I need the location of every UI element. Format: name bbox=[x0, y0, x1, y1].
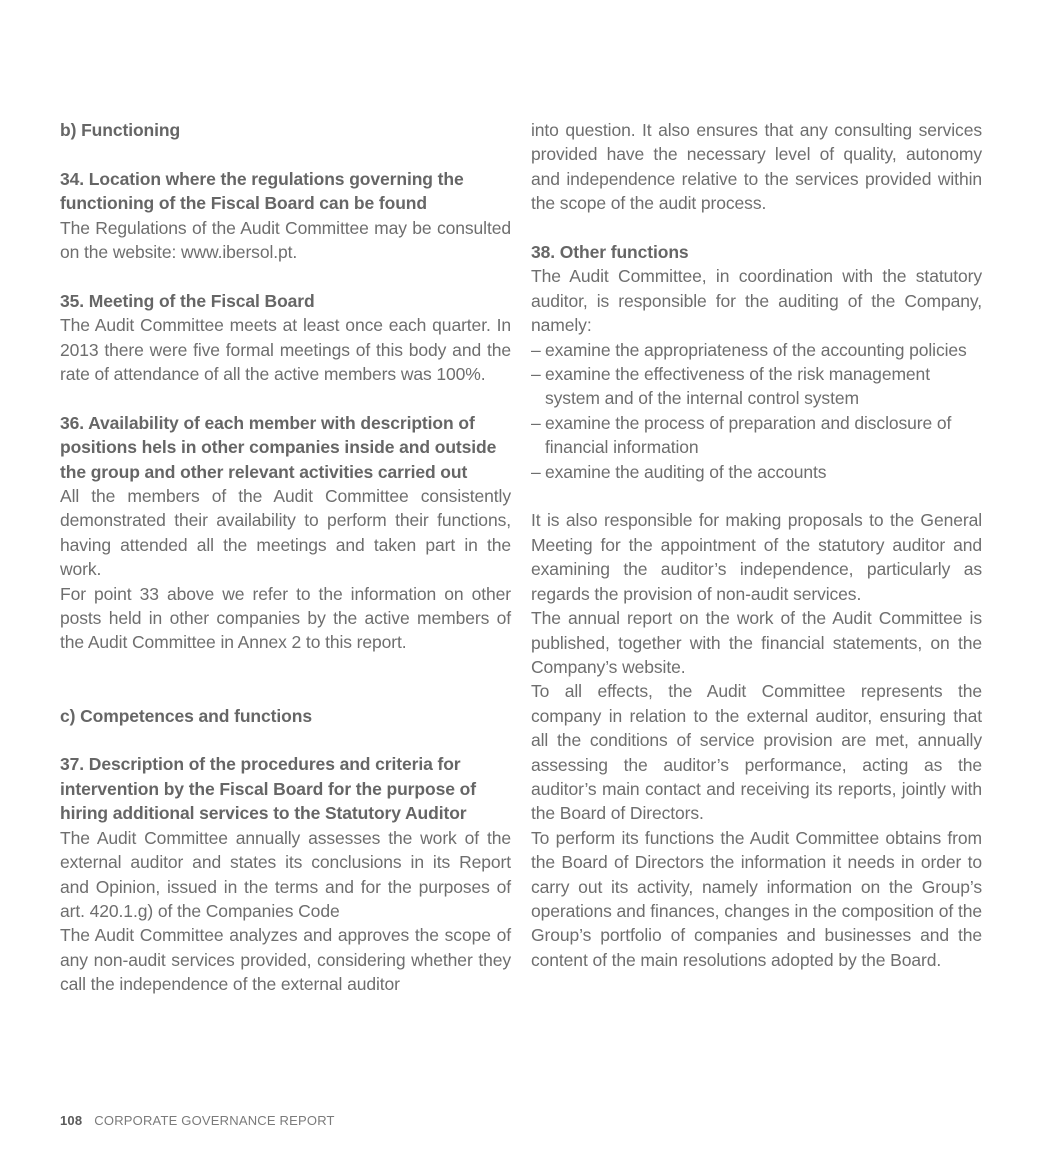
list-item: – examine the appropriateness of the accounting policies bbox=[531, 338, 982, 362]
paragraph-37c: into question. It also ensures that any consulting services provided have the necessary level of quality, autonomy and independence relative to the services provided within the scope of the audit process. bbox=[531, 120, 982, 214]
heading-34: 34. Location where the regulations governing the functioning of the Fiscal Board can be found bbox=[60, 168, 464, 214]
section-heading-competences: c) Competences and functions bbox=[60, 705, 312, 726]
paragraph-38d: To all effects, the Audit Committee represents the company in relation to the external auditor, ensuring that all the conditions of service provision are met, annually assessing the auditor’s performance, acting as the auditor’s main contact and receiving its reports, jointly with the Board of Directors. bbox=[531, 681, 982, 824]
list-item: – examine the auditing of the accounts bbox=[531, 460, 982, 484]
page-number: 108 bbox=[60, 1113, 83, 1128]
paragraph-38e: To perform its functions the Audit Committee obtains from the Board of Directors the information it needs in order to carry out its activity, namely information on the Group’s operations and finances, changes in the composition of the Group’s portfolio of companies and businesses and the content of the main resolutions adopted by the Board. bbox=[531, 827, 982, 970]
paragraph-36b: For point 33 above we refer to the information on other posts held in other companies by the active members of the Audit Committee in Annex 2 to this report. bbox=[60, 583, 511, 653]
heading-36: 36. Availability of each member with description of positions hels in other companies inside and outside the group and other relevant activities carried out bbox=[60, 412, 497, 482]
heading-37: 37. Description of the procedures and criteria for intervention by the Fiscal Board for the purpose of hiring additional services to the Statutory Auditor bbox=[60, 754, 476, 824]
paragraph-38: The Audit Committee, in coordination with the statutory auditor, is responsible for the auditing of the Company, namely: bbox=[531, 266, 982, 336]
left-column bbox=[60, 118, 511, 997]
right-column bbox=[531, 118, 982, 972]
page-footer bbox=[60, 1113, 335, 1128]
paragraph-38b: It is also responsible for making proposals to the General Meeting for the appointment of the statutory auditor and examining the auditor’s independence, particularly as regards the provision of non-audit services. bbox=[531, 510, 982, 604]
paragraph-35: The Audit Committee meets at least once each quarter. In 2013 there were five formal meetings of this body and the rate of attendance of all the active members was 100%. bbox=[60, 315, 511, 385]
list-item: – examine the process of preparation and disclosure of financial information bbox=[531, 411, 982, 460]
paragraph-34: The Regulations of the Audit Committee may be consulted on the website: www.ibersol.pt. bbox=[60, 217, 511, 263]
heading-38: 38. Other functions bbox=[531, 242, 689, 263]
paragraph-37a: The Audit Committee annually assesses the work of the external auditor and states its conclusions in its Report and Opinion, issued in the terms and for the purposes of art. 420.1.g) of the Companies Code bbox=[60, 827, 511, 921]
report-title: CORPORATE GOVERNANCE REPORT bbox=[94, 1113, 335, 1128]
paragraph-38c: The annual report on the work of the Audit Committee is published, together with the financial statements, on the Company’s website. bbox=[531, 608, 982, 677]
functions-list bbox=[531, 338, 982, 484]
paragraph-37b: The Audit Committee analyzes and approves the scope of any non-audit services provided, considering whether they call the independence of the external auditor bbox=[60, 925, 511, 995]
section-heading-functioning: b) Functioning bbox=[60, 120, 181, 140]
paragraph-36a: All the members of the Audit Committee consistently demonstrated their availability to perform their functions, having attended all the meetings and taken part in the work. bbox=[60, 486, 511, 580]
heading-35: 35. Meeting of the Fiscal Board bbox=[60, 290, 315, 311]
list-item: – examine the effectiveness of the risk management system and of the internal control system bbox=[531, 362, 982, 411]
